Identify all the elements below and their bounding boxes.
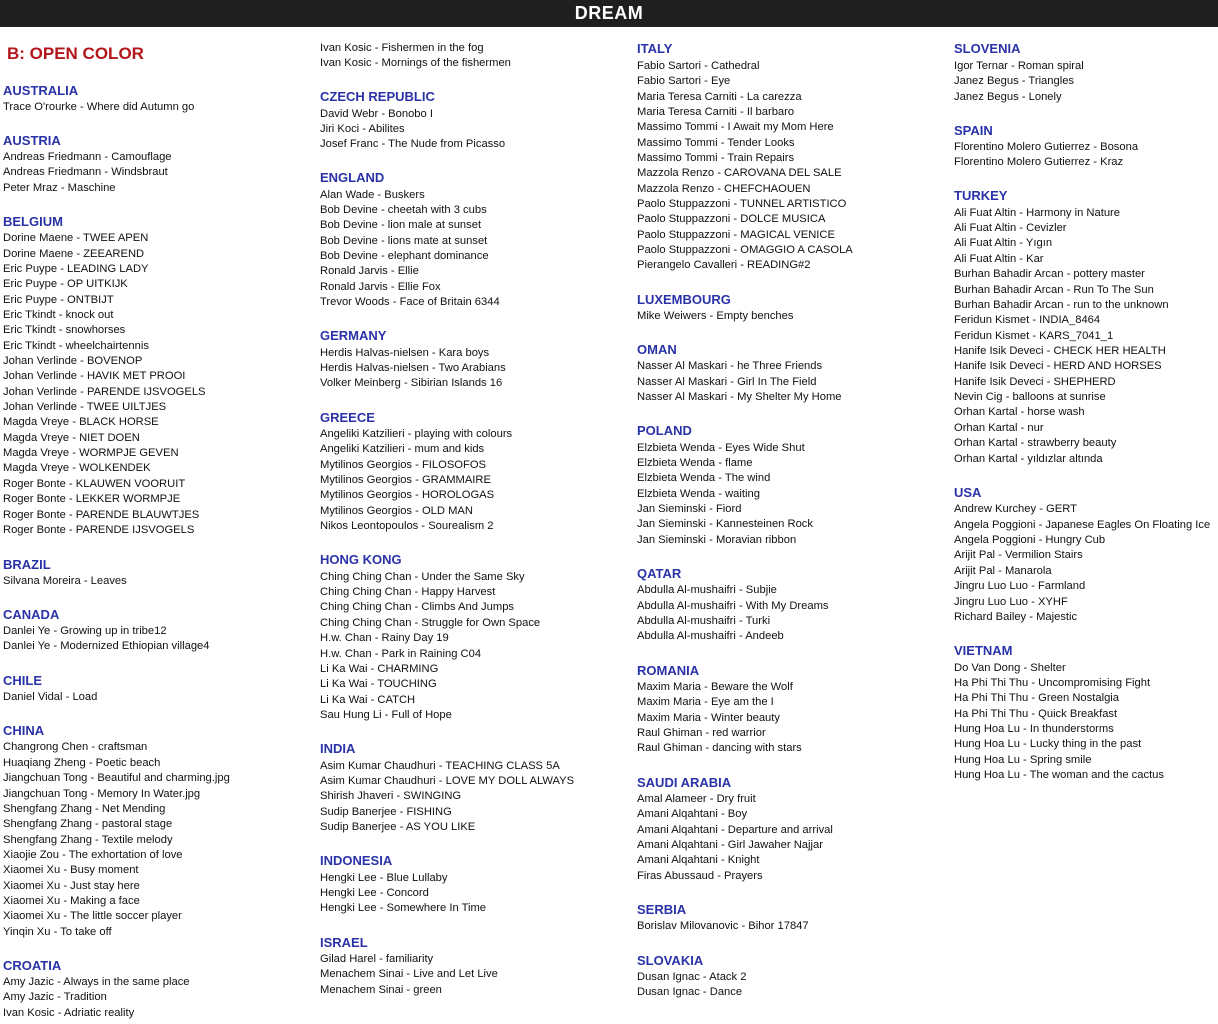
entry-line: Silvana Moreira - Leaves: [3, 575, 127, 587]
entry-line: Elzbieta Wenda - Eyes Wide Shut: [637, 442, 805, 454]
entry-line: Herdis Halvas-nielsen - Kara boys: [320, 347, 490, 359]
entry-line: Trace O'rourke - Where did Autumn go: [3, 101, 195, 113]
section-subtitle: B: OPEN COLOR: [7, 44, 144, 63]
entry-line: Yinqin Xu - To take off: [3, 926, 112, 938]
entry-line: Xiaomei Xu - Just stay here: [3, 880, 140, 892]
entry-line: Daniel Vidal - Load: [3, 691, 98, 703]
entry-line: Herdis Halvas-nielsen - Two Arabians: [320, 362, 506, 374]
entry-line: Amani Alqahtani - Departure and arrival: [637, 824, 833, 836]
entry-line: Ronald Jarvis - Ellie Fox: [320, 281, 441, 293]
country-heading: INDONESIA: [320, 853, 393, 868]
country-heading: SAUDI ARABIA: [637, 775, 732, 790]
entry-line: Angela Poggioni - Japanese Eagles On Floating Ice: [954, 519, 1211, 531]
entry-line: Andreas Friedmann - Windsbraut: [3, 166, 168, 178]
entry-line: Changrong Chen - craftsman: [3, 741, 148, 753]
entry-line: H.w. Chan - Rainy Day 19: [320, 632, 449, 644]
entry-line: Jingru Luo Luo - XYHF: [954, 596, 1068, 608]
entry-line: Fabio Sartori - Cathedral: [637, 60, 760, 72]
entry-line: Li Ka Wai - CHARMING: [320, 663, 439, 675]
country-heading: CANADA: [3, 607, 60, 622]
entry-line: Danlei Ye - Growing up in tribe12: [3, 625, 167, 637]
entry-line: Danlei Ye - Modernized Ethiopian village4: [3, 640, 210, 652]
entry-line: Andrew Kurchey - GERT: [954, 503, 1077, 515]
entry-line: Eric Puype - ONTBIJT: [3, 294, 114, 306]
entry-line: David Webr - Bonobo I: [320, 108, 433, 120]
entry-line: Bob Devine - cheetah with 3 cubs: [320, 204, 487, 216]
entry-line: Mike Weiwers - Empty benches: [637, 310, 794, 322]
entry-line: Nikos Leontopoulos - Sourealism 2: [320, 520, 494, 532]
country-heading: ROMANIA: [637, 663, 700, 678]
entry-line: Jan Sieminski - Kannesteinen Rock: [637, 518, 813, 530]
entry-line: Asim Kumar Chaudhuri - TEACHING CLASS 5A: [320, 760, 560, 772]
entry-line: Hanife Isik Deveci - SHEPHERD: [954, 376, 1116, 388]
entry-line: Fabio Sartori - Eye: [637, 75, 731, 87]
entry-line: Jiri Koci - Abilites: [320, 123, 405, 135]
country-heading: USA: [954, 485, 982, 500]
entry-line: Li Ka Wai - CATCH: [320, 694, 416, 706]
entry-line: Ali Fuat Altin - Yıgın: [954, 237, 1053, 249]
entry-line: Elzbieta Wenda - flame: [637, 457, 753, 469]
entry-line: Ha Phi Thi Thu - Green Nostalgia: [954, 692, 1119, 704]
entry-line: Amy Jazic - Always in the same place: [3, 976, 190, 988]
entry-line: Ching Ching Chan - Climbs And Jumps: [320, 601, 515, 613]
entry-line: Huaqiang Zheng - Poetic beach: [3, 757, 161, 769]
entry-line: Ivan Kosic - Fishermen in the fog: [320, 42, 484, 54]
entry-line: Dusan Ignac - Dance: [637, 986, 743, 998]
entry-line: Angeliki Katzilieri - playing with colours: [320, 428, 513, 440]
entry-line: Bob Devine - lions mate at sunset: [320, 235, 488, 247]
entry-line: Hengki Lee - Concord: [320, 887, 429, 899]
entry-line: Xiaojie Zou - The exhortation of love: [3, 849, 183, 861]
entry-line: Ivan Kosic - Adriatic reality: [3, 1007, 135, 1019]
entry-line: Ronald Jarvis - Ellie: [320, 265, 419, 277]
entry-line: Johan Verlinde - PARENDE IJSVOGELS: [3, 386, 206, 398]
country-heading: HONG KONG: [320, 552, 402, 567]
country-heading: AUSTRIA: [3, 133, 61, 148]
country-heading: ENGLAND: [320, 170, 385, 185]
entry-line: Ha Phi Thi Thu - Uncompromising Fight: [954, 677, 1151, 689]
entry-line: Peter Mraz - Maschine: [3, 182, 116, 194]
entry-line: Johan Verlinde - TWEE UILTJES: [3, 401, 167, 413]
entry-line: Trevor Woods - Face of Britain 6344: [320, 296, 500, 308]
entry-line: Johan Verlinde - BOVENOP: [3, 355, 143, 367]
entry-line: Florentino Molero Gutierrez - Bosona: [954, 141, 1139, 153]
entry-line: Nasser Al Maskari - he Three Friends: [637, 360, 823, 372]
entry-line: Dorine Maene - TWEE APEN: [3, 232, 149, 244]
entry-line: Xiaomei Xu - The little soccer player: [3, 910, 182, 922]
entry-line: Shengfang Zhang - pastoral stage: [3, 818, 173, 830]
entry-line: Hung Hoa Lu - Spring smile: [954, 754, 1092, 766]
entry-line: Arijit Pal - Vermilion Stairs: [954, 549, 1083, 561]
entry-line: Volker Meinberg - Sibirian Islands 16: [320, 377, 503, 389]
entry-line: Raul Ghiman - red warrior: [637, 727, 766, 739]
country-heading: GERMANY: [320, 328, 387, 343]
entry-line: Roger Bonte - PARENDE BLAUWTJES: [3, 509, 200, 521]
entry-line: Massimo Tommi - Train Repairs: [637, 152, 795, 164]
entry-line: Hanife Isik Deveci - CHECK HER HEALTH: [954, 345, 1166, 357]
entry-line: Asim Kumar Chaudhuri - LOVE MY DOLL ALWAYS: [320, 775, 575, 787]
entry-line: Ali Fuat Altin - Cevizler: [954, 222, 1067, 234]
entry-line: Abdulla Al-mushaifri - Subjie: [637, 584, 777, 596]
entry-line: Nasser Al Maskari - My Shelter My Home: [637, 391, 842, 403]
entry-line: Menachem Sinai - green: [320, 984, 442, 996]
entry-line: Angeliki Katzilieri - mum and kids: [320, 443, 485, 455]
entry-line: Dusan Ignac - Atack 2: [637, 971, 747, 983]
entry-line: Paolo Stuppazzoni - TUNNEL ARTISTICO: [637, 198, 847, 210]
country-heading: CZECH REPUBLIC: [320, 89, 435, 104]
entry-line: Andreas Friedmann - Camouflage: [3, 151, 172, 163]
entry-line: Ching Ching Chan - Struggle for Own Space: [320, 617, 541, 629]
country-heading: POLAND: [637, 423, 692, 438]
entry-line: Jingru Luo Luo - Farmland: [954, 580, 1086, 592]
entry-line: Shirish Jhaveri - SWINGING: [320, 790, 462, 802]
entry-line: Hanife Isik Deveci - HERD AND HORSES: [954, 360, 1162, 372]
country-heading: VIETNAM: [954, 643, 1013, 658]
entry-line: Amal Alameer - Dry fruit: [637, 793, 756, 805]
entry-line: Maria Teresa Carniti - Il barbaro: [637, 106, 795, 118]
entry-line: Shengfang Zhang - Textile melody: [3, 834, 173, 846]
entry-line: Firas Abussaud - Prayers: [637, 870, 763, 882]
entry-line: Elzbieta Wenda - The wind: [637, 472, 771, 484]
entry-line: Jan Sieminski - Fiord: [637, 503, 742, 515]
entry-line: Abdulla Al-mushaifri - With My Dreams: [637, 600, 829, 612]
entry-line: Paolo Stuppazzoni - OMAGGIO A CASOLA: [637, 244, 853, 256]
entry-line: Hung Hoa Lu - Lucky thing in the past: [954, 738, 1142, 750]
entry-line: Arijit Pal - Manarola: [954, 565, 1052, 577]
country-heading: ITALY: [637, 41, 673, 56]
entry-line: Ching Ching Chan - Happy Harvest: [320, 586, 496, 598]
entry-line: Jiangchuan Tong - Beautiful and charming.jpg: [3, 772, 230, 784]
entry-line: Maxim Maria - Eye am the I: [637, 696, 774, 708]
entry-line: Feridun Kismet - KARS_7041_1: [954, 330, 1114, 342]
entry-line: Roger Bonte - LEKKER WORMPJE: [3, 493, 181, 505]
entry-line: Magda Vreye - WORMPJE GEVEN: [3, 447, 179, 459]
country-heading: BELGIUM: [3, 214, 63, 229]
entry-line: H.w. Chan - Park in Raining C04: [320, 648, 482, 660]
entry-line: Eric Tkindt - snowhorses: [3, 324, 126, 336]
entry-line: Eric Puype - OP UITKIJK: [3, 278, 128, 290]
entry-line: Orhan Kartal - nur: [954, 422, 1044, 434]
entry-line: Mytilinos Georgios - FILOSOFOS: [320, 459, 486, 471]
entry-line: Burhan Bahadir Arcan - pottery master: [954, 268, 1145, 280]
entry-line: Maxim Maria - Winter beauty: [637, 712, 780, 724]
entry-line: Hengki Lee - Somewhere In Time: [320, 902, 487, 914]
entry-line: Magda Vreye - WOLKENDEK: [3, 462, 151, 474]
country-heading: CHILE: [3, 673, 42, 688]
entry-line: Amani Alqahtani - Boy: [637, 808, 748, 820]
entry-line: Eric Puype - LEADING LADY: [3, 263, 149, 275]
entry-line: Magda Vreye - BLACK HORSE: [3, 416, 159, 428]
entry-line: Richard Bailey - Majestic: [954, 611, 1078, 623]
entry-line: Xiaomei Xu - Making a face: [3, 895, 140, 907]
entry-line: Elzbieta Wenda - waiting: [637, 488, 760, 500]
country-heading: AUSTRALIA: [3, 83, 79, 98]
country-heading: BRAZIL: [3, 557, 51, 572]
entry-line: Ivan Kosic - Mornings of the fishermen: [320, 57, 511, 69]
entry-line: Angela Poggioni - Hungry Cub: [954, 534, 1106, 546]
entry-line: Amani Alqahtani - Girl Jawaher Najjar: [637, 839, 823, 851]
page-title: DREAM: [574, 3, 644, 23]
entry-line: Maxim Maria - Beware the Wolf: [637, 681, 793, 693]
country-heading: INDIA: [320, 741, 356, 756]
entry-line: Orhan Kartal - yıldızlar altında: [954, 453, 1103, 465]
entry-line: Ali Fuat Altin - Harmony in Nature: [954, 207, 1121, 219]
entry-line: Alan Wade - Buskers: [320, 189, 425, 201]
entry-line: Sau Hung Li - Full of Hope: [320, 709, 452, 721]
country-heading: QATAR: [637, 566, 682, 581]
country-heading: SLOVENIA: [954, 41, 1021, 56]
entry-line: Shengfang Zhang - Net Mending: [3, 803, 166, 815]
entry-line: Sudip Banerjee - AS YOU LIKE: [320, 821, 476, 833]
entry-line: Paolo Stuppazzoni - MAGICAL VENICE: [637, 229, 835, 241]
entry-line: Amani Alqahtani - Knight: [637, 854, 760, 866]
entry-line: Nevin Cig - balloons at sunrise: [954, 391, 1106, 403]
entry-line: Orhan Kartal - horse wash: [954, 406, 1085, 418]
country-heading: SLOVAKIA: [637, 953, 704, 968]
entry-line: Eric Tkindt - knock out: [3, 309, 114, 321]
entry-line: Roger Bonte - KLAUWEN VOORUIT: [3, 478, 186, 490]
entry-line: Mytilinos Georgios - OLD MAN: [320, 505, 473, 517]
entry-line: Abdulla Al-mushaifri - Andeeb: [637, 630, 784, 642]
country-heading: CROATIA: [3, 958, 62, 973]
entry-line: Josef Franc - The Nude from Picasso: [320, 138, 506, 150]
entry-line: Abdulla Al-mushaifri - Turki: [637, 615, 771, 627]
entry-line: Jan Sieminski - Moravian ribbon: [637, 534, 797, 546]
country-heading: ISRAEL: [320, 935, 368, 950]
entry-line: Janez Begus - Triangles: [954, 75, 1075, 87]
entry-line: Hung Hoa Lu - In thunderstorms: [954, 723, 1114, 735]
entry-line: Do Van Dong - Shelter: [954, 662, 1066, 674]
entry-line: Mytilinos Georgios - GRAMMAIRE: [320, 474, 491, 486]
entry-line: Hengki Lee - Blue Lullaby: [320, 872, 448, 884]
entry-line: Sudip Banerjee - FISHING: [320, 806, 452, 818]
entry-line: Burhan Bahadir Arcan - run to the unknown: [954, 299, 1169, 311]
entry-line: Amy Jazic - Tradition: [3, 991, 107, 1003]
country-heading: OMAN: [637, 342, 677, 357]
country-heading: TURKEY: [954, 188, 1008, 203]
entry-line: Florentino Molero Gutierrez - Kraz: [954, 156, 1124, 168]
entry-line: Ha Phi Thi Thu - Quick Breakfast: [954, 708, 1118, 720]
entry-line: Janez Begus - Lonely: [954, 91, 1062, 103]
entry-line: Ali Fuat Altin - Kar: [954, 253, 1044, 265]
entry-line: Mazzola Renzo - CAROVANA DEL SALE: [637, 167, 842, 179]
country-heading: SPAIN: [954, 123, 993, 138]
entry-line: Pierangelo Cavalleri - READING#2: [637, 259, 811, 271]
entry-line: Mytilinos Georgios - HOROLOGAS: [320, 489, 495, 501]
entry-line: Raul Ghiman - dancing with stars: [637, 742, 802, 754]
country-heading: LUXEMBOURG: [637, 292, 731, 307]
entry-line: Menachem Sinai - Live and Let Live: [320, 968, 498, 980]
entry-line: Bob Devine - elephant dominance: [320, 250, 489, 262]
entry-line: Xiaomei Xu - Busy moment: [3, 864, 139, 876]
entry-line: Li Ka Wai - TOUCHING: [320, 678, 437, 690]
country-heading: SERBIA: [637, 902, 687, 917]
entry-line: Magda Vreye - NIET DOEN: [3, 432, 140, 444]
entry-line: Hung Hoa Lu - The woman and the cactus: [954, 769, 1164, 781]
entry-line: Ching Ching Chan - Under the Same Sky: [320, 571, 525, 583]
entry-line: Bob Devine - lion male at sunset: [320, 219, 482, 231]
entry-line: Orhan Kartal - strawberry beauty: [954, 437, 1117, 449]
entry-line: Johan Verlinde - HAVIK MET PROOI: [3, 370, 186, 382]
entry-line: Massimo Tommi - I Await my Mom Here: [637, 121, 834, 133]
country-heading: CHINA: [3, 723, 45, 738]
entry-line: Jiangchuan Tong - Memory In Water.jpg: [3, 788, 201, 800]
entry-line: Gilad Harel - familiarity: [320, 953, 434, 965]
entry-line: Nasser Al Maskari - Girl In The Field: [637, 376, 817, 388]
entry-line: Mazzola Renzo - CHEFCHAOUEN: [637, 183, 811, 195]
entry-line: Eric Tkindt - wheelchairtennis: [3, 340, 149, 352]
entry-line: Massimo Tommi - Tender Looks: [637, 137, 795, 149]
entry-line: Maria Teresa Carniti - La carezza: [637, 91, 802, 103]
entry-line: Feridun Kismet - INDIA_8464: [954, 314, 1101, 326]
entry-line: Paolo Stuppazzoni - DOLCE MUSICA: [637, 213, 826, 225]
entry-line: Igor Ternar - Roman spiral: [954, 60, 1084, 72]
entry-line: Roger Bonte - PARENDE IJSVOGELS: [3, 524, 195, 536]
entry-line: Dorine Maene - ZEEAREND: [3, 248, 145, 260]
country-heading: GREECE: [320, 410, 375, 425]
entry-line: Burhan Bahadir Arcan - Run To The Sun: [954, 284, 1154, 296]
page-header-bar: [0, 0, 1218, 27]
entry-line: Borislav Milovanovic - Bihor 17847: [637, 920, 809, 932]
